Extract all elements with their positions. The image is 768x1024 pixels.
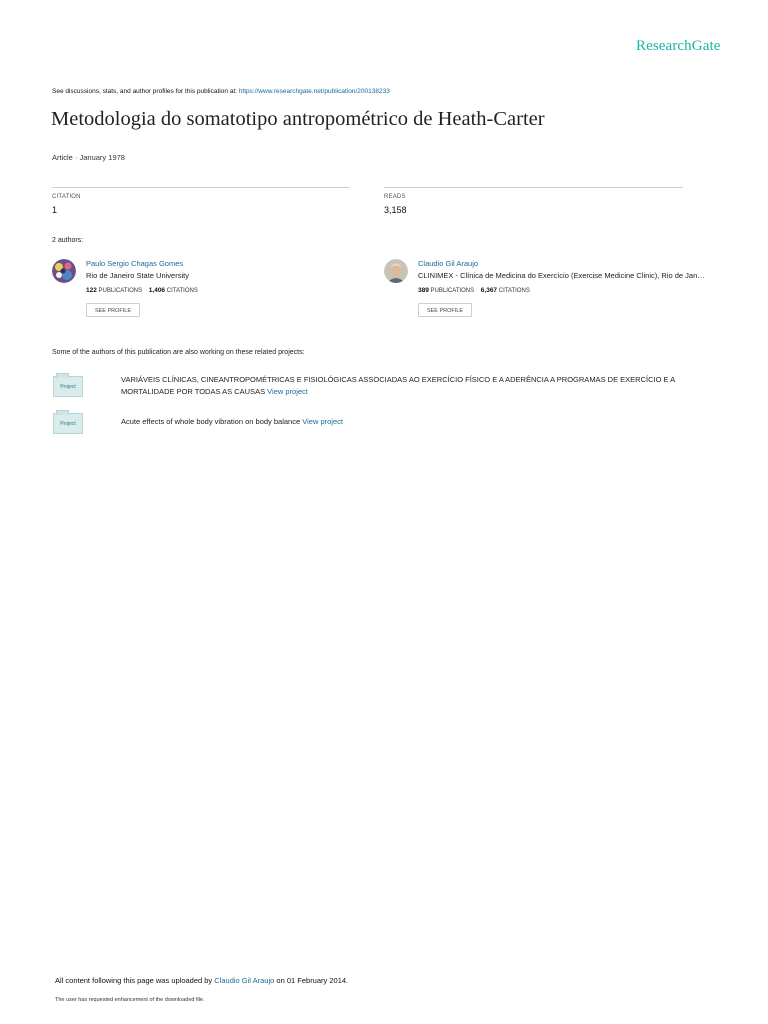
upload-notice [55, 976, 348, 985]
publications-count: 389 [418, 287, 429, 294]
upload-suffix: on 01 February 2014. [274, 976, 349, 985]
author-institution-gomes: Rio de Janeiro State University [86, 271, 189, 280]
project-folder-icon[interactable]: Project [53, 413, 83, 434]
project-item-2 [121, 416, 721, 428]
author-name-araujo[interactable]: Claudio Gil Araujo [418, 259, 479, 268]
author-avatar-araujo[interactable] [384, 259, 408, 283]
project-title: Acute effects of whole body vibration on body balance [121, 417, 301, 426]
avatar-image [384, 259, 408, 283]
publication-meta: Article · January 1978 [52, 153, 125, 162]
see-profile-button-araujo[interactable]: SEE PROFILE [418, 303, 472, 317]
reads-value: 3,158 [384, 205, 407, 215]
view-project-link[interactable]: View project [302, 417, 343, 426]
reads-divider [384, 187, 683, 188]
publications-count: 122 [86, 287, 97, 294]
citation-label: CITATION [52, 194, 81, 200]
researchgate-logo[interactable]: ResearchGate [636, 38, 721, 54]
discussion-prefix: See discussions, stats, and author profiles for this publication at: [52, 88, 239, 95]
citations-label: CITATIONS [166, 288, 198, 294]
publications-label: PUBLICATIONS [430, 288, 475, 294]
project-folder-icon[interactable]: Project [53, 376, 83, 397]
related-projects-label: Some of the authors of this publication are also working on these related projects: [52, 349, 305, 356]
citations-count: 1,406 [148, 287, 166, 294]
author-avatar-gomes[interactable] [52, 259, 76, 283]
citations-count: 6,367 [480, 287, 498, 294]
project-item-1 [121, 374, 721, 398]
citation-divider [52, 187, 350, 188]
view-project-link[interactable]: View project [267, 387, 308, 396]
publications-label: PUBLICATIONS [98, 288, 143, 294]
publication-title: Metodologia do somatotipo antropométrico de Heath-Carter [51, 108, 545, 130]
avatar-image [52, 259, 76, 283]
citations-label: CITATIONS [498, 288, 530, 294]
author-institution-araujo: CLINIMEX - Clínica de Medicina do Exercício (Exercise Medicine Clinic), Rio de Jan… [418, 271, 705, 280]
upload-prefix: All content following this page was uploaded by [55, 976, 215, 985]
discussion-line [52, 88, 390, 95]
citation-value: 1 [52, 205, 58, 215]
author-stats-gomes [86, 287, 198, 294]
see-profile-button-gomes[interactable]: SEE PROFILE [86, 303, 140, 317]
uploader-link[interactable]: Claudio Gil Araujo [214, 976, 275, 985]
author-stats-araujo [418, 287, 530, 294]
project-title: VARIÁVEIS CLÍNICAS, CINEANTROPOMÉTRICAS E FISIOLÓGICAS ASSOCIADAS AO EXERCÍCIO FÍSICO E A ADERÊNCIA A PROGRAMAS DE EXERCÍCIO E A MORTALIDADE POR TODAS AS CAUSAS [121, 375, 675, 396]
publication-url-link[interactable]: https://www.researchgate.net/publication/200138233 [238, 88, 390, 95]
enhancement-note: The user has requested enhancement of the downloaded file. [55, 997, 205, 1003]
reads-label: READS [384, 194, 406, 200]
authors-label: 2 authors: [52, 237, 84, 244]
author-name-gomes[interactable]: Paulo Sergio Chagas Gomes [86, 259, 184, 268]
